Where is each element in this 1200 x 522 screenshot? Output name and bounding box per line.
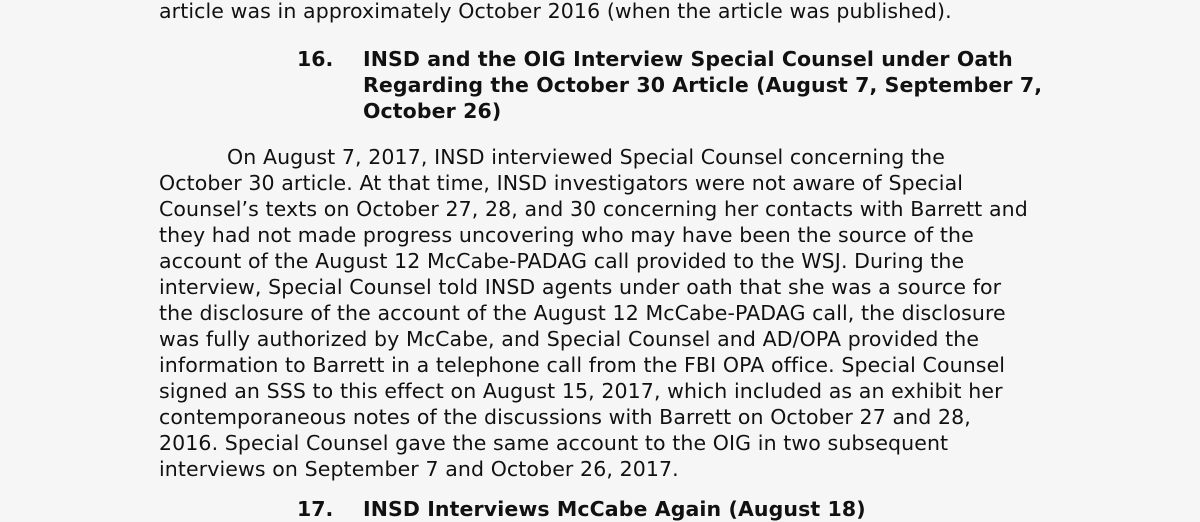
paragraph-line-11: contemporaneous notes of the discussions with Barrett on October 27 and 28,: [159, 405, 971, 429]
paragraph-line-5: account of the August 12 McCabe-PADAG call provided to the WSJ. During the: [159, 249, 965, 273]
section-17-number: 17.: [297, 497, 334, 521]
paragraph-line-3: Counsel’s texts on October 27, 28, and 30 concerning her contacts with Barrett and: [159, 197, 1028, 221]
section-16-number: 16.: [297, 47, 334, 71]
paragraph-line-12: 2016. Special Counsel gave the same account to the OIG in two subsequent: [159, 431, 949, 455]
section-16-title-line-1: INSD and the OIG Interview Special Counsel under Oath: [363, 47, 1013, 71]
paragraph-line-8: was fully authorized by McCabe, and Special Counsel and AD/OPA provided the: [159, 327, 980, 351]
paragraph-line-6: interview, Special Counsel told INSD agents under oath that she was a source for: [159, 275, 1002, 299]
paragraph-line-10: signed an SSS to this effect on August 15, 2017, which included as an exhibit her: [159, 379, 1003, 403]
paragraph-line-1: On August 7, 2017, INSD interviewed Special Counsel concerning the: [227, 145, 945, 169]
top-text-line: article was in approximately October 2016 (when the article was published).: [159, 0, 952, 23]
section-16-title-line-2: Regarding the October 30 Article (August 7, September 7,: [363, 73, 1043, 97]
paragraph-line-7: the disclosure of the account of the August 12 McCabe-PADAG call, the disclosure: [159, 301, 1006, 325]
paragraph-line-2: October 30 article. At that time, INSD investigators were not aware of Special: [159, 171, 964, 195]
paragraph-line-4: they had not made progress uncovering who may have been the source of the: [159, 223, 974, 247]
section-16-title-line-3: October 26): [363, 99, 502, 123]
section-17-title: INSD Interviews McCabe Again (August 18): [363, 497, 866, 521]
paragraph-line-13: interviews on September 7 and October 26, 2017.: [159, 457, 679, 481]
paragraph-line-9: information to Barrett in a telephone call from the FBI OPA office. Special Counsel: [159, 353, 1006, 377]
